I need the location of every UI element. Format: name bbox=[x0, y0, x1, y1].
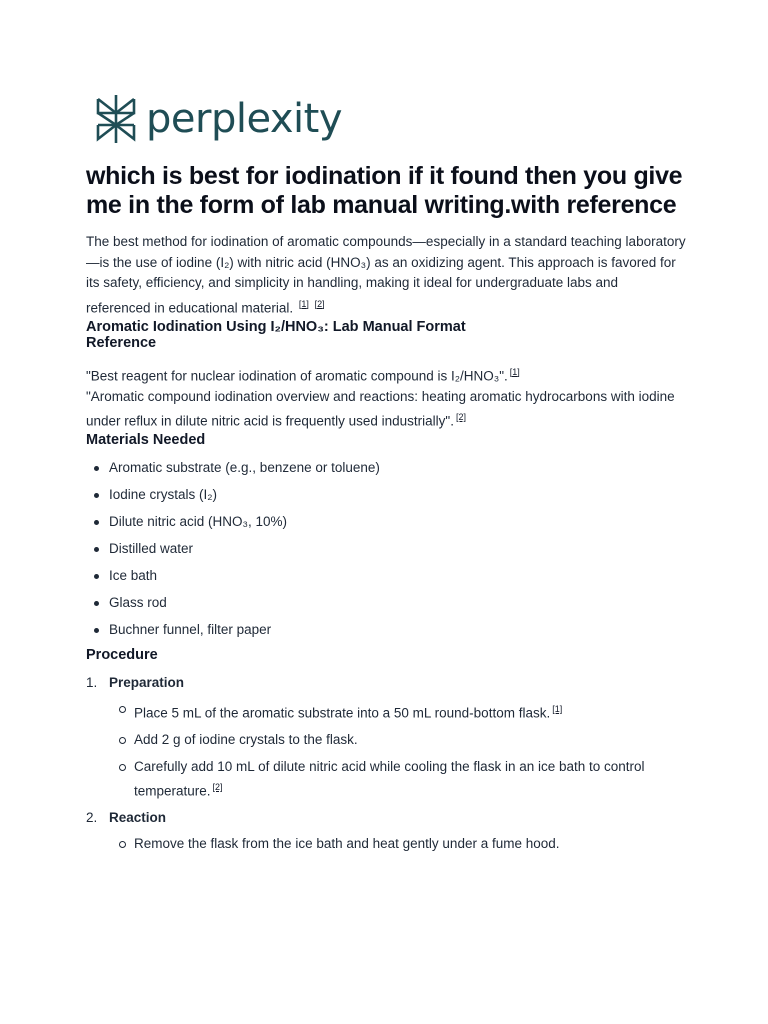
step-items bbox=[86, 699, 686, 802]
list-item: Distilled water bbox=[86, 539, 686, 559]
step-number: 1. bbox=[86, 675, 98, 690]
materials-list bbox=[86, 458, 686, 640]
procedure-list bbox=[86, 673, 686, 855]
list-item: Add 2 g of iodine crystals to the flask. bbox=[86, 730, 686, 751]
list-item: Remove the flask from the ice bath and heat gently under a fume hood. bbox=[86, 834, 686, 855]
list-item: Carefully add 10 mL of dilute nitric acid while cooling the flask in an ice bath to control temperature. [2] bbox=[86, 757, 686, 803]
materials-heading: Materials Needed bbox=[86, 432, 206, 448]
document-page bbox=[86, 92, 686, 861]
citation-link[interactable]: [1] bbox=[298, 298, 309, 309]
reference-heading: Reference bbox=[86, 334, 157, 351]
procedure-heading: Procedure bbox=[86, 647, 158, 663]
citation-link[interactable]: [2] bbox=[212, 782, 223, 792]
list-item: Ice bath bbox=[86, 566, 686, 586]
step-title: Preparation bbox=[109, 675, 185, 690]
reference-quote: "Best reagent for nuclear iodination of aromatic compound is I₂/HNO₃". [1] bbox=[86, 366, 520, 383]
citation-link[interactable]: [1] bbox=[552, 704, 563, 714]
citation-link[interactable]: [1] bbox=[509, 366, 520, 377]
list-item: Place 5 mL of the aromatic substrate into a 50 mL round-bottom flask. [1] bbox=[86, 699, 686, 724]
list-item: Iodine crystals (I₂) bbox=[86, 485, 686, 505]
perplexity-logo-icon bbox=[94, 93, 138, 145]
list-item: Aromatic substrate (e.g., benzene or toluene) bbox=[86, 458, 686, 478]
page-title: which is best for iodination if it found then you give me in the form of lab manual writing.with reference bbox=[86, 162, 683, 219]
brand-logo bbox=[94, 92, 686, 146]
list-item: Buchner funnel, filter paper bbox=[86, 620, 686, 640]
brand-name: perplexity bbox=[146, 96, 342, 142]
procedure-step bbox=[86, 673, 686, 693]
list-item: Glass rod bbox=[86, 593, 686, 613]
step-title: Reaction bbox=[109, 810, 167, 825]
lab-manual-heading: Aromatic Iodination Using I₂/HNO₃: Lab Manual Format bbox=[86, 318, 466, 335]
list-item: Dilute nitric acid (HNO₃, 10%) bbox=[86, 512, 686, 532]
reference-quote: "Aromatic compound iodination overview and reactions: heating aromatic hydrocarbons with iodine under reflux in dilute nitric acid is frequently used industrially". [2] bbox=[86, 388, 675, 429]
step-items bbox=[86, 834, 686, 855]
step-number: 2. bbox=[86, 810, 98, 825]
citation-link[interactable]: [2] bbox=[314, 298, 325, 309]
intro-text: The best method for iodination of aromatic compounds—especially in a standard teaching laboratory—is the use of iodine (I₂) with nitric acid (HNO₃) as an oxidizing agent. This approach is favored for its safety, efficiency, and simplicity in handling, making it ideal for undergraduate labs and referenced in educational material. bbox=[86, 234, 686, 315]
intro-paragraph bbox=[86, 232, 686, 319]
reference-quotes bbox=[86, 362, 686, 433]
procedure-step bbox=[86, 808, 686, 828]
citation-link[interactable]: [2] bbox=[455, 412, 466, 422]
